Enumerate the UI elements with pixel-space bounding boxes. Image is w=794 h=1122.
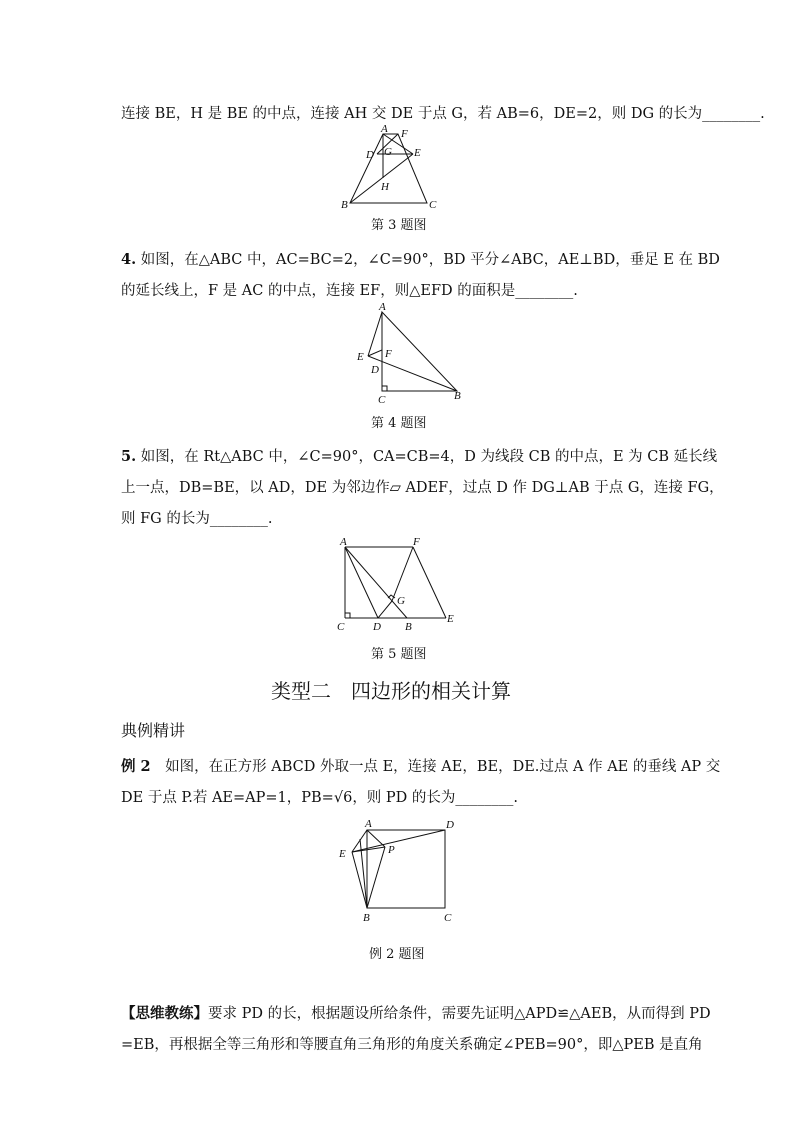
p5-ad bbox=[345, 547, 378, 618]
hint-tag: 【思维教练】 bbox=[121, 1005, 208, 1022]
ex2-label-p: P bbox=[388, 844, 395, 856]
ex2-eb bbox=[352, 852, 367, 908]
p3-label-h: H bbox=[381, 181, 389, 193]
ex2-label-e: E bbox=[339, 848, 346, 860]
problem5-figure bbox=[335, 536, 465, 636]
p5-label-g: G bbox=[397, 595, 405, 607]
example2-text1: 如图，在正方形 ABCD 外取一点 E，连接 AE，BE，DE.过点 A 作 AE 的垂线 AP 交 bbox=[165, 759, 721, 775]
problem4-number: 4. bbox=[121, 251, 137, 268]
problem5-number: 5. bbox=[121, 448, 137, 465]
ex2-ed bbox=[352, 830, 445, 852]
problem4-line1 bbox=[121, 250, 720, 270]
ex2-pb bbox=[367, 847, 385, 908]
example2-sqrt6: √6 bbox=[333, 790, 353, 806]
p4-triangle bbox=[382, 312, 457, 391]
hint-line1 bbox=[121, 1004, 711, 1024]
example2-line2 bbox=[121, 788, 518, 808]
ex2-label-b: B bbox=[363, 912, 370, 924]
problem5-text1: 如图，在 Rt△ABC 中，∠C=90°，CA=CB=4，D 为线段 CB 的中点，E 为 CB 延长线 bbox=[140, 449, 718, 465]
p3-label-e: E bbox=[414, 147, 421, 159]
p4-right-angle bbox=[382, 386, 387, 391]
example2-caption: 例 2 题图 bbox=[369, 947, 425, 962]
problem4-line2: 的延长线上，F 是 AC 的中点，连接 EF，则△EFD 的面积是________. bbox=[121, 283, 578, 299]
example2-figure bbox=[334, 817, 464, 927]
problem3-caption: 第 3 题图 bbox=[371, 218, 427, 233]
p5-fg bbox=[392, 547, 413, 601]
hint-text1: 要求 PD 的长，根据题设所给条件，需要先证明△APD≌△AEB，从而得到 PD bbox=[208, 1006, 711, 1022]
p5-ab bbox=[345, 547, 407, 618]
problem5-line3: 则 FG 的长为________. bbox=[121, 511, 273, 527]
p5-label-f: F bbox=[413, 536, 420, 548]
p3-label-g: G bbox=[384, 146, 392, 158]
p4-label-b: B bbox=[454, 390, 461, 402]
p3-label-c: C bbox=[429, 199, 437, 211]
p4-eb bbox=[368, 356, 457, 391]
example2-text2-post: ，则 PD 的长为________. bbox=[352, 790, 519, 806]
p5-label-b: B bbox=[405, 621, 412, 633]
problem4-figure bbox=[350, 301, 470, 406]
p3-label-b: B bbox=[341, 199, 348, 211]
p5-fe bbox=[413, 547, 446, 618]
p4-label-c: C bbox=[378, 394, 386, 406]
problem3-text: 连接 BE，H 是 BE 的中点，连接 AH 交 DE 于点 G，若 AB=6，DE=2，则 DG 的长为________. bbox=[121, 106, 765, 122]
hint-line2: =EB，再根据全等三角形和等腰直角三角形的角度关系确定∠PEB=90°，即△PEB 是直角 bbox=[121, 1037, 703, 1053]
p3-label-a: A bbox=[381, 123, 388, 135]
example2-line1 bbox=[121, 757, 720, 777]
p5-dg bbox=[378, 601, 392, 618]
problem3-figure bbox=[340, 123, 460, 212]
ex2-label-c: C bbox=[444, 912, 452, 924]
p4-ae bbox=[368, 312, 382, 356]
p4-label-d: D bbox=[371, 364, 379, 376]
problem4-caption: 第 4 题图 bbox=[371, 416, 427, 431]
p5-right-angle-c bbox=[345, 613, 350, 618]
ex2-ap bbox=[367, 830, 385, 847]
p5-label-d: D bbox=[373, 621, 381, 633]
problem5-line1 bbox=[121, 447, 717, 467]
p4-label-a: A bbox=[379, 301, 386, 313]
example2-text2-pre: DE 于点 P.若 AE=AP=1，PB= bbox=[121, 790, 334, 806]
p3-be bbox=[350, 154, 413, 203]
ex2-label-a: A bbox=[365, 818, 372, 830]
p5-label-e: E bbox=[447, 613, 454, 625]
problem5-caption: 第 5 题图 bbox=[371, 647, 427, 662]
ex2-label-d: D bbox=[446, 819, 454, 831]
example2-label: 例 2 bbox=[121, 758, 151, 775]
section-subtitle: 典例精讲 bbox=[121, 721, 186, 740]
p4-label-f: F bbox=[385, 348, 392, 360]
p5-label-c: C bbox=[337, 621, 345, 633]
p3-label-f: F bbox=[401, 128, 408, 140]
problem4-text1: 如图，在△ABC 中，AC=BC=2，∠C=90°，BD 平分∠ABC，AE⊥BD，垂足 E 在 BD bbox=[140, 252, 720, 268]
problem5-line2: 上一点，DB=BE，以 AD，DE 为邻边作▱ ADEF，过点 D 作 DG⊥AB 于点 G，连接 FG， bbox=[121, 480, 724, 496]
p4-label-e: E bbox=[357, 351, 364, 363]
p5-label-a: A bbox=[340, 536, 347, 548]
section-title: 类型二 四边形的相关计算 bbox=[271, 679, 511, 703]
p3-label-d: D bbox=[366, 149, 374, 161]
